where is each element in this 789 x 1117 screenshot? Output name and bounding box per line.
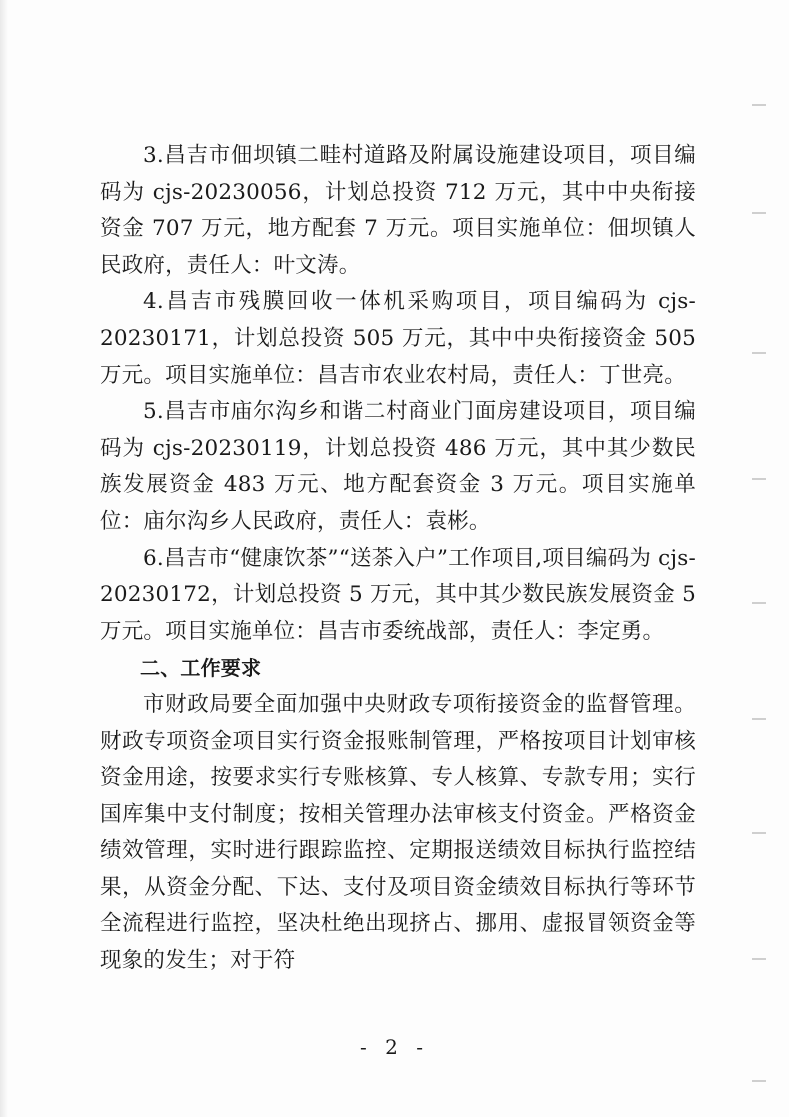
scan-mark bbox=[752, 832, 766, 834]
scan-mark bbox=[752, 212, 766, 214]
page-number: - 2 - bbox=[360, 1035, 429, 1059]
scan-mark bbox=[752, 958, 766, 960]
scan-mark bbox=[752, 478, 766, 480]
scan-mark bbox=[752, 718, 766, 720]
project-item-3: 3.昌吉市佃坝镇二畦村道路及附属设施建设项目，项目编码为 cjs-20230056，计划总投资 712 万元，其中中央衔接资金 707 万元，地方配套 7 万元。项目实施单位：佃坝镇人民政府，责任人：叶文涛。 bbox=[100, 143, 696, 278]
project-item-6: 6.昌吉市“健康饮茶”“送茶入户”工作项目,项目编码为 cjs-20230172，计划总投资 5 万元，其中其少数民族发展资金 5 万元。项目实施单位：昌吉市委统战部，责任人：李定勇。 bbox=[100, 545, 696, 644]
document-body bbox=[100, 138, 696, 980]
scan-mark bbox=[752, 602, 766, 604]
scan-mark bbox=[752, 352, 766, 354]
work-requirements-paragraph: 市财政局要全面加强中央财政专项衔接资金的监督管理。财政专项资金项目实行资金报账制管理，严格按项目计划审核资金用途，按要求实行专账核算、专人核算、专款专用；实行国库集中支付制度；按相关管理办法审核支付资金。严格资金绩效管理，实时进行跟踪监控、定期报送绩效目标执行监控结果，从资金分配、下达、支付及项目资金绩效目标执行等环节全流程进行监控，坚决杜绝出现挤占、挪用、虚报冒领资金等现象的发生；对于符 bbox=[100, 691, 696, 974]
project-item-5: 5.昌吉市庙尔沟乡和谐二村商业门面房建设项目，项目编码为 cjs-20230119，计划总投资 486 万元，其中其少数民族发展资金 483 万元、地方配套资金 3 万元。项目实施单位：庙尔沟乡人民政府，责任人：袁彬。 bbox=[100, 399, 696, 534]
scan-mark bbox=[752, 1080, 766, 1082]
section-heading: 二、工作要求 bbox=[140, 656, 262, 681]
project-item-4: 4.昌吉市残膜回收一体机采购项目，项目编码为 cjs-20230171，计划总投资 505 万元，其中中央衔接资金 505 万元。项目实施单位：昌吉市农业农村局，责任人：丁世亮。 bbox=[100, 289, 696, 388]
scan-mark bbox=[752, 104, 766, 106]
scan-edge-shadow bbox=[0, 0, 8, 1117]
